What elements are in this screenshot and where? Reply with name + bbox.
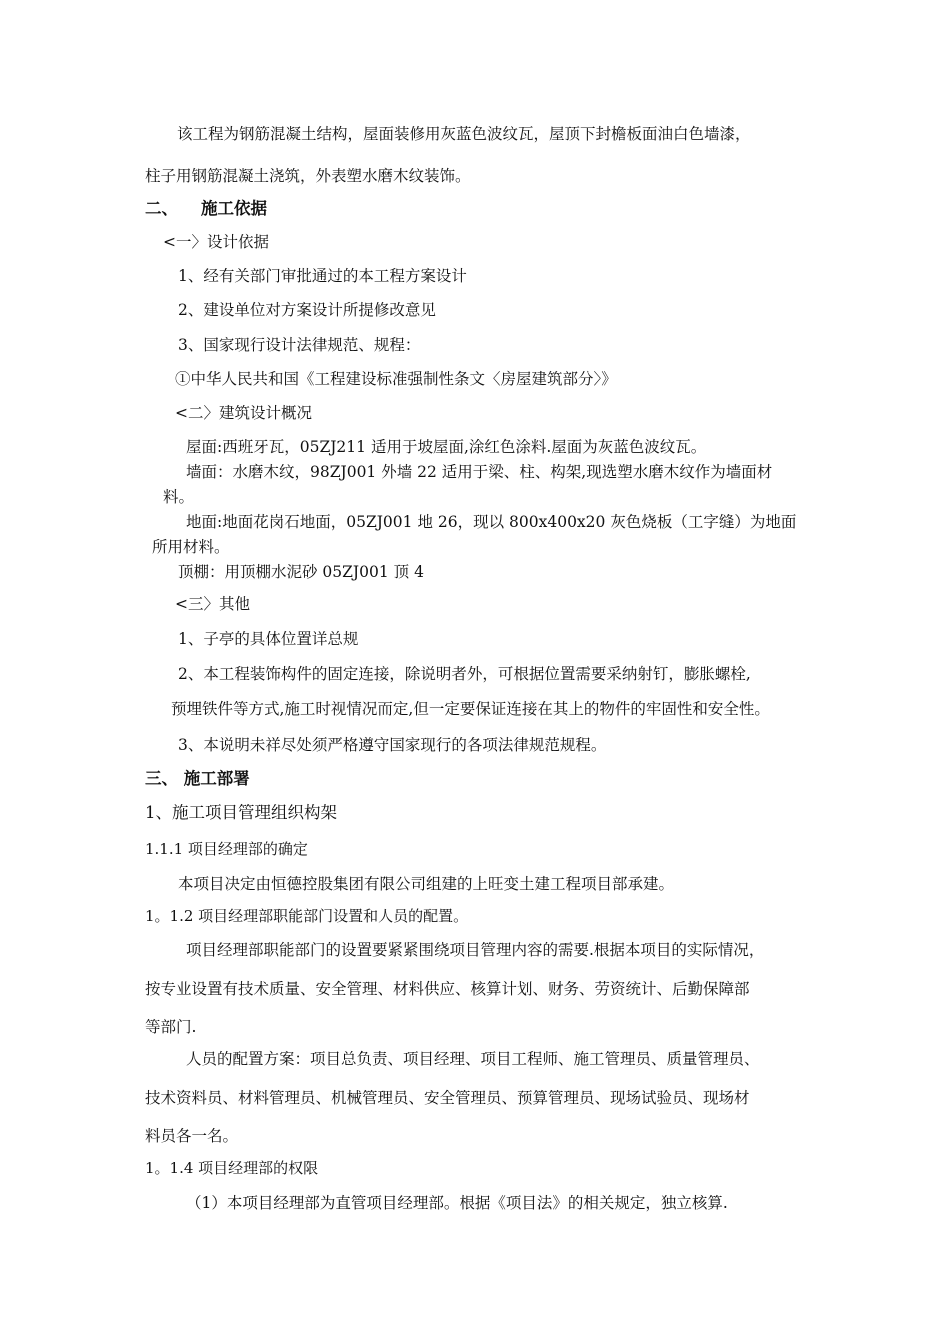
list-item: 2、本工程装饰构件的固定连接，除说明者外，可根据位置需要采纳射钉，膨胀螺栓, bbox=[178, 665, 751, 683]
list-item: 3、本说明未祥尽处须严格遵守国家现行的各项法律规范规程。 bbox=[178, 736, 607, 754]
list-item: 预埋铁件等方式,施工时视情况而定,但一定要保证连接在其上的物件的牢固性和安全性。 bbox=[171, 700, 770, 718]
list-item: 2、建设单位对方案设计所提修改意见 bbox=[178, 301, 436, 319]
paragraph-line: 人员的配置方案：项目总负责、项目经理、项目工程师、施工管理员、质量管理员、 bbox=[186, 1050, 760, 1068]
section-subheading: 1、施工项目管理组织构架 bbox=[145, 803, 337, 822]
paragraph-line: 本项目决定由恒德控股集团有限公司组建的上旺变土建工程项目部承建。 bbox=[178, 875, 675, 893]
paragraph-line: 柱子用钢筋混凝土浇筑，外表塑水磨木纹装饰。 bbox=[145, 167, 471, 185]
paragraph-line: 地面:地面花岗石地面，05ZJ001 地 26，现以 800x400x20 灰色烧板（工字缝）为地面 bbox=[186, 513, 797, 531]
section-heading: 三、 施工部署 bbox=[145, 769, 250, 788]
paragraph-line: 所用材料。 bbox=[152, 538, 230, 556]
paragraph-line: 等部门. bbox=[145, 1018, 197, 1036]
subsection-heading: <一〉设计依据 bbox=[163, 233, 269, 251]
paragraph-line: （1）本项目经理部为直管项目经理部。根据《项目法》的相关规定，独立核算. bbox=[186, 1194, 728, 1212]
section-number: 二、 bbox=[145, 199, 178, 218]
paragraph-line: 料员各一名。 bbox=[145, 1127, 239, 1145]
section-heading: 施工依据 bbox=[201, 199, 267, 218]
paragraph-line: 技术资料员、材料管理员、机械管理员、安全管理员、预算管理员、现场试验员、现场材 bbox=[145, 1089, 750, 1107]
paragraph-line: 墙面：水磨木纹，98ZJ001 外墙 22 适用于梁、柱、构架,现选塑水磨木纹作为墙面材 bbox=[186, 463, 773, 481]
paragraph-line: 顶棚：用顶棚水泥砂 05ZJ001 顶 4 bbox=[178, 563, 424, 581]
list-item: ①中华人民共和国《工程建设标准强制性条文〈房屋建筑部分〉》 bbox=[175, 370, 617, 388]
clause-heading: 1.1.1 项目经理部的确定 bbox=[145, 840, 308, 858]
paragraph-line: 料。 bbox=[163, 488, 195, 506]
paragraph-line: 屋面:西班牙瓦，05ZJ211 适用于坡屋面,涂红色涂料.屋面为灰蓝色波纹瓦。 bbox=[186, 438, 707, 456]
list-item: 1、子亭的具体位置详总规 bbox=[178, 630, 359, 648]
clause-heading: 1。1.2 项目经理部职能部门设置和人员的配置。 bbox=[145, 907, 469, 925]
list-item: 1、经有关部门审批通过的本工程方案设计 bbox=[178, 267, 467, 285]
paragraph-line: 该工程为钢筋混凝土结构，屋面装修用灰蓝色波纹瓦，屋顶下封檐板面油白色墙漆， bbox=[177, 125, 751, 143]
list-item: 3、国家现行设计法律规范、规程： bbox=[178, 336, 421, 354]
subsection-heading: <二〉建筑设计概况 bbox=[175, 404, 312, 422]
subsection-heading: <三〉其他 bbox=[175, 595, 250, 613]
clause-heading: 1。1.4 项目经理部的权限 bbox=[145, 1159, 319, 1177]
paragraph-line: 按专业设置有技术质量、安全管理、材料供应、核算计划、财务、劳资统计、后勤保障部 bbox=[145, 980, 750, 998]
paragraph-line: 项目经理部职能部门的设置要紧紧围绕项目管理内容的需要.根据本项目的实际情况， bbox=[186, 941, 765, 959]
